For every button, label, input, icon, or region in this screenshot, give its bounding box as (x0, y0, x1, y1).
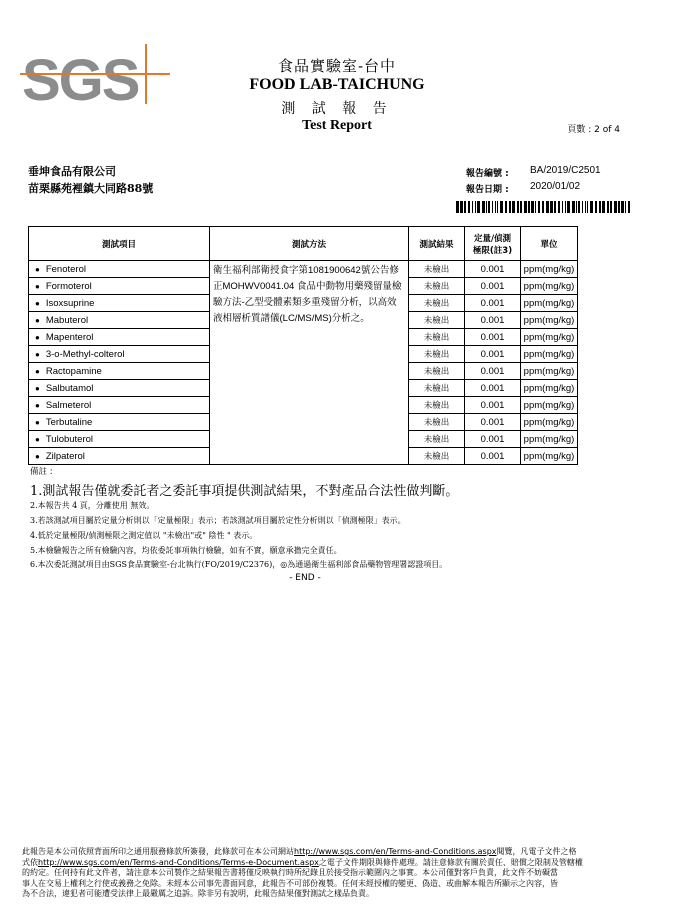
loq-cell: 0.001 (465, 448, 521, 465)
barcode-bar (535, 201, 536, 213)
barcode-bar (610, 201, 612, 213)
note-5: 5.本檢驗報告之所有檢驗內容，均依委託事項執行檢驗，如有不實，願意承擔完全責任。 (30, 546, 342, 555)
barcode-bar (590, 201, 593, 213)
barcode-bar (520, 201, 522, 213)
loq-cell: 0.001 (465, 414, 521, 431)
bullet-icon: ● (35, 383, 40, 393)
barcode-bar (585, 201, 586, 213)
unit-cell: ppm(mg/kg) (521, 414, 578, 431)
header-loq-line1: 定量/偵測 (473, 233, 512, 244)
sgs-logo (20, 38, 170, 108)
report-date-label: 報告日期 : (466, 185, 509, 195)
barcode-bar (531, 201, 534, 213)
end-marker: - END - (289, 573, 321, 583)
barcode-bar (582, 201, 583, 213)
client-name: 垂坤食品有限公司 (28, 165, 116, 178)
header-result: 測試結果 (409, 227, 465, 261)
loq-cell: 0.001 (465, 261, 521, 278)
barcode-bar (567, 201, 570, 213)
barcode-bar (497, 201, 498, 213)
report-title-en: Test Report (302, 118, 372, 133)
bullet-icon: ● (35, 315, 40, 325)
table-row (29, 261, 578, 278)
table-header-row (29, 227, 578, 261)
item-cell (29, 295, 210, 312)
logo-text: SGS (22, 48, 139, 108)
result-cell: 未檢出 (409, 397, 465, 414)
report-title-cn: 測 試 報 告 (281, 101, 393, 117)
item-cell (29, 397, 210, 414)
footer-line-4: 事人在交易上權利之行使或義務之免除。未經本公司事先書面同意，此報告不可部份複製。任何未經授權的變更、偽造、或曲解本報告所顯示之內容，皆 (22, 878, 558, 888)
loq-cell: 0.001 (465, 295, 521, 312)
item-name: Mapenterol (45, 331, 94, 343)
note-2: 2.本報告共 4 頁，分離使用 無效。 (30, 501, 155, 510)
barcode-bar (546, 201, 549, 213)
barcode-bar (482, 201, 485, 213)
item-cell (29, 363, 210, 380)
barcode-bar (495, 201, 496, 213)
bullet-icon: ● (35, 366, 40, 376)
barcode-graphic (456, 201, 634, 213)
barcode-bar (472, 201, 473, 213)
footer-line-3: 的約定。任何持有此文件者，請注意本公司製作之結果報告書將僅反映執行時所紀錄且於接受指示範圍內之事實。本公司僅對客戶負責，此文件不妨礙當 (22, 868, 558, 877)
header-item: 測試項目 (29, 227, 210, 261)
barcode-bar (460, 201, 463, 213)
barcode-bar (565, 201, 566, 213)
note-3: 3.若該測試項目屬於定量分析則以「定量極限」表示；若該測試項目屬於定性分析則以「偵測極限」表示。 (30, 516, 406, 525)
footer-text: 式依 (22, 857, 38, 867)
barcode-bar (595, 201, 597, 213)
method-cell: 衛生福利部衛授食字第1081900642號公告修正MOHWV0041.04 食品中動物用藥殘留量檢驗方法-乙型受體素類多重殘留分析，以高效液相層析質譜儀(LC/MS/MS)分析之。 (210, 261, 409, 465)
barcode-bar (576, 201, 577, 213)
barcode (456, 198, 634, 210)
footer-text: 此報告是本公司依照背面所印之通用服務條款所簽發，此條款可在本公司網站 (22, 847, 294, 856)
bullet-icon: ● (35, 451, 40, 461)
barcode-bar (572, 201, 575, 213)
item-cell (29, 329, 210, 346)
item-name: Zilpaterol (45, 450, 85, 462)
barcode-bar (509, 201, 511, 213)
unit-cell: ppm(mg/kg) (521, 312, 578, 329)
loq-cell: 0.001 (465, 363, 521, 380)
item-name: 3-o-Methyl-colterol (45, 348, 125, 360)
result-cell: 未檢出 (409, 278, 465, 295)
result-cell: 未檢出 (409, 295, 465, 312)
barcode-bar (512, 201, 515, 213)
loq-cell: 0.001 (465, 278, 521, 295)
note-1: 1.測試報告僅就委託者之委託事項提供測試結果，不對產品合法性做判斷。 (30, 484, 459, 499)
barcode-bar (500, 201, 503, 213)
barcode-bar (492, 201, 493, 213)
unit-cell: ppm(mg/kg) (521, 295, 578, 312)
barcode-bar (554, 201, 556, 213)
barcode-bar (464, 201, 466, 213)
lab-name-en: FOOD LAB-TAICHUNG (249, 76, 425, 93)
unit-cell: ppm(mg/kg) (521, 261, 578, 278)
barcode-bar (621, 201, 624, 213)
result-cell: 未檢出 (409, 414, 465, 431)
barcode-bar (528, 201, 530, 213)
bullet-icon: ● (35, 400, 40, 410)
barcode-bar (599, 201, 601, 213)
bullet-icon: ● (35, 434, 40, 444)
barcode-bar (628, 201, 630, 213)
item-name: Mabuterol (45, 314, 89, 326)
note-4: 4.低於定量極限/偵測極限之測定值以 "未檢出"或" 陰性 " 表示。 (30, 531, 258, 540)
item-cell (29, 448, 210, 465)
report-number-value: BA/2019/C2501 (530, 165, 601, 176)
loq-cell: 0.001 (465, 329, 521, 346)
terms-link[interactable]: http://www.sgs.com/en/Terms-and-Conditions.aspx (294, 847, 497, 856)
unit-cell: ppm(mg/kg) (521, 329, 578, 346)
barcode-bar (578, 201, 580, 213)
bullet-icon: ● (35, 417, 40, 427)
item-name: Terbutaline (45, 416, 93, 428)
results-table (28, 226, 578, 465)
barcode-bar (477, 201, 480, 213)
item-cell (29, 261, 210, 278)
unit-cell: ppm(mg/kg) (521, 448, 578, 465)
barcode-bar (542, 201, 544, 213)
barcode-bar (587, 201, 588, 213)
item-cell (29, 431, 210, 448)
bullet-icon: ● (35, 332, 40, 342)
note-6: 6.本次委託測試項目由SGS食品實驗室-台北執行(FO/2019/C2376)，◎為通過衛生福利部食品藥物管理署認證項目。 (30, 560, 448, 569)
report-number-label: 報告編號 : (466, 169, 509, 179)
result-cell: 未檢出 (409, 448, 465, 465)
item-name: Salbutamol (45, 382, 94, 394)
barcode-bar (602, 201, 605, 213)
barcode-bar (625, 201, 626, 213)
loq-cell: 0.001 (465, 431, 521, 448)
lab-name-cn: 食品實驗室-台中 (277, 57, 397, 75)
barcode-bar (558, 201, 560, 213)
unit-cell: ppm(mg/kg) (521, 380, 578, 397)
barcode-bar (618, 201, 620, 213)
result-cell: 未檢出 (409, 312, 465, 329)
item-name: Fenoterol (45, 263, 86, 275)
header-method: 測試方法 (210, 227, 409, 261)
barcode-bar (456, 201, 459, 213)
loq-cell: 0.001 (465, 380, 521, 397)
notes-heading: 備註 : (30, 467, 53, 477)
item-cell (29, 414, 210, 431)
footer-disclaimer (22, 847, 648, 900)
barcode-bar (468, 201, 470, 213)
item-name: Formoterol (45, 280, 92, 292)
report-date-value: 2020/01/02 (530, 181, 581, 192)
barcode-bar (607, 201, 609, 213)
unit-cell: ppm(mg/kg) (521, 431, 578, 448)
result-cell: 未檢出 (409, 380, 465, 397)
unit-cell: ppm(mg/kg) (521, 363, 578, 380)
footer-text: 閱覽，凡電子文件之格 (496, 847, 577, 856)
barcode-bar (538, 201, 540, 213)
barcode-bar (562, 201, 563, 213)
footer-line-1 (22, 847, 648, 858)
header-loq (465, 227, 521, 261)
barcode-bar (505, 201, 507, 213)
result-cell: 未檢出 (409, 329, 465, 346)
item-cell (29, 312, 210, 329)
result-cell: 未檢出 (409, 261, 465, 278)
loq-cell: 0.001 (465, 346, 521, 363)
item-cell (29, 346, 210, 363)
item-name: Tulobuterol (45, 433, 94, 445)
footer-text: 之電子文件期限與條件處理。請注意條款有關於責任、賠償之限制及管轄權 (318, 857, 583, 867)
result-cell: 未檢出 (409, 346, 465, 363)
barcode-bar (614, 201, 617, 213)
bullet-icon: ● (35, 298, 40, 308)
barcode-bar (550, 201, 553, 213)
item-cell (29, 278, 210, 295)
client-address: 苗栗縣苑裡鎮大同路88號 (28, 182, 154, 195)
page-number: 頁數 : 2 of 4 (567, 125, 620, 135)
barcode-bar (475, 201, 476, 213)
header-unit: 單位 (521, 227, 578, 261)
item-cell (29, 380, 210, 397)
bullet-icon: ● (35, 281, 40, 291)
barcode-bar (486, 201, 487, 213)
barcode-bar (517, 201, 519, 213)
item-name: Isoxsuprine (45, 297, 95, 309)
barcode-bar (524, 201, 527, 213)
item-name: Salmeterol (45, 399, 92, 411)
header-loq-line2: 極限(註3) (472, 245, 513, 256)
unit-cell: ppm(mg/kg) (521, 397, 578, 414)
bullet-icon: ● (35, 349, 40, 359)
result-cell: 未檢出 (409, 431, 465, 448)
barcode-bar (488, 201, 490, 213)
loq-cell: 0.001 (465, 397, 521, 414)
unit-cell: ppm(mg/kg) (521, 346, 578, 363)
unit-cell: ppm(mg/kg) (521, 278, 578, 295)
bullet-icon: ● (35, 264, 40, 274)
result-cell: 未檢出 (409, 363, 465, 380)
e-document-terms-link[interactable]: http://www.sgs.com/en/Terms-and-Conditions/Terms-e-Document.aspx (38, 857, 319, 867)
footer-line-5: 為不合法，違犯者可能遭受法律上最嚴厲之追訴。除非另有說明，此報告結果僅對測試之樣品負責。 (22, 889, 374, 898)
loq-cell: 0.001 (465, 312, 521, 329)
footer-line-2 (22, 858, 648, 869)
item-name: Ractopamine (45, 365, 102, 377)
